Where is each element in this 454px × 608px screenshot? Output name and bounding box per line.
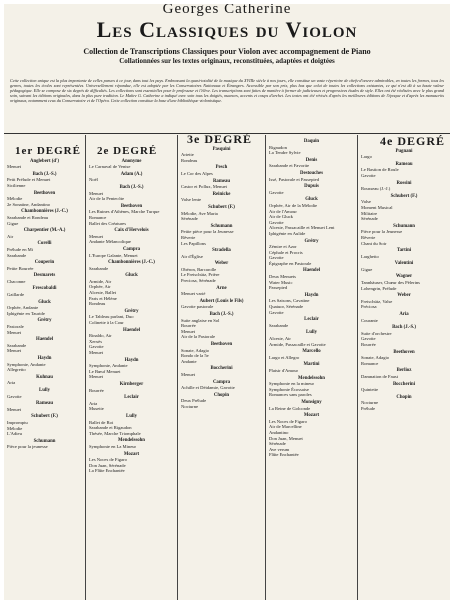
composer-name: Mozart bbox=[123, 451, 140, 457]
catalog-entry: Pastorale bbox=[7, 324, 24, 330]
catalog-entry: Rondeau bbox=[89, 301, 106, 307]
catalog-column bbox=[4, 135, 86, 600]
composer-name: Destouches bbox=[300, 170, 323, 176]
composer-name: Chopin bbox=[396, 394, 412, 400]
catalog-entry: Sérénade bbox=[269, 441, 286, 447]
composer-name: Mendelssohn bbox=[298, 375, 325, 381]
catalog-entry: Le Bastion de Roule bbox=[361, 167, 399, 173]
catalog-entry: Sarabande et Rigaudon bbox=[89, 425, 132, 431]
catalog-entry: Menuet bbox=[89, 350, 104, 355]
catalog-column bbox=[358, 135, 450, 600]
composer-name: Arne bbox=[216, 285, 227, 291]
catalog-entry: Colinette à la Cour bbox=[89, 320, 124, 326]
composer-name: Monsigny bbox=[301, 399, 322, 405]
catalog-page bbox=[4, 4, 450, 600]
composer-name: Rameau bbox=[212, 178, 231, 184]
catalog-entry: Armide, Passacaille et Gavotte bbox=[269, 341, 326, 347]
catalog-entry: Pièce pour la Jeunesse bbox=[361, 229, 403, 235]
catalog-entry: Mélodie, Ave Maria bbox=[181, 210, 218, 216]
catalog-entry: Chaconne bbox=[7, 278, 26, 284]
composer-name: Mozart bbox=[303, 413, 320, 419]
composer-name: Martini bbox=[303, 362, 320, 368]
catalog-entry: Ballet de Roi bbox=[89, 419, 114, 425]
catalog-entry: Alceste, Ballet bbox=[89, 290, 117, 296]
composer-name: Haendel bbox=[35, 337, 54, 343]
catalog-entry: Gavotte pastorale bbox=[181, 304, 214, 310]
composer-name: Schumann bbox=[210, 223, 233, 229]
catalog-entry: Mélodie bbox=[7, 425, 23, 431]
catalog-entry: Menuet bbox=[181, 328, 196, 334]
catalog-entry: Water Music bbox=[269, 279, 293, 285]
catalog-entry: Bourrée bbox=[89, 387, 104, 393]
catalog-entry: Le Carnaval de Venise bbox=[89, 164, 131, 170]
catalog-entry: Gigue bbox=[361, 266, 373, 272]
catalog-entry: Gavotte bbox=[269, 255, 284, 261]
composer-name: Charpentier (M.-A.) bbox=[23, 228, 66, 234]
composer-name: Gluck bbox=[305, 197, 318, 203]
author-name: Georges Catherine bbox=[162, 4, 292, 17]
composer-name: Kuhnau bbox=[36, 374, 53, 380]
catalog-entry: Menuet bbox=[7, 348, 22, 354]
composer-name: Aria bbox=[399, 312, 409, 318]
catalog-entry: Gavotte bbox=[7, 393, 22, 399]
composer-name: Grétry bbox=[124, 308, 139, 314]
catalog-entry: Paris et Hélène bbox=[89, 295, 117, 301]
composer-name: Kirnberger bbox=[119, 381, 144, 387]
composer-name: Pugnani bbox=[395, 148, 413, 154]
catalog-entry: Air de l'Amour bbox=[269, 208, 297, 214]
catalog-entry: L'Europe Galante, Menuet bbox=[89, 252, 138, 258]
catalog-entry: Rondo de la 5e bbox=[181, 353, 209, 359]
composer-name: Lully bbox=[306, 330, 317, 336]
catalog-entry: Menuet varié bbox=[181, 291, 206, 297]
catalog-entry: Menuet bbox=[89, 233, 104, 239]
catalog-entry: Preciosa, Sérénade bbox=[181, 278, 216, 284]
composer-name: Valentini bbox=[394, 261, 414, 267]
composer-name: Haydn bbox=[124, 357, 139, 363]
catalog-entry: Symphonie Écossaise bbox=[269, 386, 309, 392]
composer-name: Caix d'Hervelois bbox=[114, 228, 149, 234]
catalog-entry: Impromptu bbox=[7, 419, 28, 425]
composer-name: Schumann bbox=[33, 438, 56, 444]
catalog-entry: Plaisir d'Amour bbox=[269, 367, 299, 373]
catalog-entry: Iphigénie en Aulide bbox=[269, 230, 306, 236]
catalog-entry: Petite pièce pour la Jeunesse bbox=[181, 229, 234, 235]
collection-subtitle: Collection de Transcriptions Classiques pour Violon avec accompagnement de Piano bbox=[83, 47, 371, 56]
catalog-column bbox=[266, 135, 358, 600]
catalog-entry: Alceste, Passacaille et Menuet Lent bbox=[269, 225, 335, 231]
catalog-entry: Air bbox=[7, 233, 14, 239]
catalog-entry: Menuet bbox=[7, 406, 22, 412]
composer-name: Rameau bbox=[395, 161, 413, 167]
composer-name: Schubert (F.) bbox=[390, 193, 418, 199]
composer-name: Desmarets bbox=[33, 273, 56, 279]
series-title: Les Classiques du Violon bbox=[96, 17, 358, 42]
catalog-entry: Valse bbox=[361, 199, 371, 205]
catalog-entry: Les Ruines d'Athènes, Marche Turque bbox=[89, 209, 160, 215]
catalog-entry: Iphigénie en Tauride bbox=[7, 310, 45, 316]
catalog-entry: Sarabande bbox=[7, 342, 27, 348]
catalog-entry: Les Noces de Figaro bbox=[89, 457, 127, 463]
catalog-entry: Menuet bbox=[89, 190, 104, 196]
catalog-entry: Symphonie en la mineur bbox=[269, 381, 315, 387]
composer-name: Chambonnières (J.-C.) bbox=[108, 260, 155, 266]
catalog-entry: Les Papillons bbox=[181, 240, 206, 246]
catalog-entry: Symphonie, Andante bbox=[89, 363, 128, 369]
catalog-entry: Sérénade bbox=[361, 216, 378, 222]
catalog-entry: Sonate, Adagio bbox=[181, 347, 210, 353]
catalog-entry: Gaillarde bbox=[7, 292, 25, 298]
catalog-entry: Menuet bbox=[7, 329, 22, 335]
catalog-entry: Rinaldo, Air bbox=[89, 333, 112, 339]
catalog-entry: Allegretto bbox=[7, 367, 26, 373]
composer-name: Chambonnières (J.-C.) bbox=[21, 209, 68, 215]
composer-name: Schubert (F.) bbox=[208, 204, 235, 210]
catalog-entry: Zémire et Azor bbox=[269, 244, 297, 250]
composer-name: Frescobaldi bbox=[32, 286, 57, 292]
composer-name: Haydn bbox=[304, 292, 319, 298]
composer-name: Leclair bbox=[304, 317, 319, 323]
catalog-entry: Le Freischütz, Prière bbox=[181, 272, 220, 278]
composer-name: Chopin bbox=[213, 392, 230, 398]
composer-name: Anglebert (d') bbox=[30, 158, 59, 164]
degree-heading: 3e DEGRÉ bbox=[187, 132, 252, 146]
composer-name: Rossini bbox=[396, 180, 412, 186]
catalog-entry: Sarabande bbox=[89, 265, 109, 271]
composer-name: Lully bbox=[39, 387, 50, 393]
catalog-entry: Le Bœuf Menuet bbox=[89, 368, 121, 374]
catalog-entry: Moment Musical bbox=[361, 204, 393, 210]
catalog-entry: Prélude en Mi bbox=[7, 246, 34, 252]
composer-name: Beethoven bbox=[393, 349, 415, 355]
catalog-entry: Prélude bbox=[361, 405, 376, 411]
collection-subtitle-2: Collationnées sur les textes originaux, reconstituées, adaptées et doigtées bbox=[119, 57, 335, 65]
composer-name: Corelli bbox=[37, 241, 52, 247]
catalog-entry: Préciosa bbox=[361, 304, 377, 310]
composer-name: Aubert (Louis le Fils) bbox=[199, 298, 244, 304]
catalog-entry: Militaire bbox=[361, 210, 378, 216]
catalog-entry: Menuet bbox=[7, 164, 22, 170]
catalog-entry: Issé, Pastorale et Passepied bbox=[269, 176, 320, 182]
catalog-entry: 2e Sonatine, Andantino bbox=[7, 201, 50, 207]
catalog-entry: Bourrée bbox=[361, 342, 376, 347]
catalog-entry: Andante Mélancolique bbox=[89, 239, 131, 245]
catalog-entry: Deux Prélude bbox=[181, 398, 207, 404]
catalog-column bbox=[86, 135, 178, 600]
catalog-entry: Andantino bbox=[269, 429, 289, 435]
composer-name: Pesch bbox=[215, 165, 228, 171]
catalog-entry: Le Tableau parlant, Duo bbox=[89, 314, 134, 320]
composer-name: Rameau bbox=[35, 401, 54, 407]
catalog-entry: Sicilienne bbox=[7, 182, 26, 188]
catalog-entry: Gigue bbox=[7, 220, 19, 226]
catalog-entry: Les Noces de Figaro bbox=[269, 418, 307, 424]
composer-name: Weber bbox=[214, 261, 229, 267]
catalog-entry: Gavotte bbox=[361, 336, 376, 342]
catalog-entry: Rigaudon bbox=[269, 144, 287, 150]
catalog-entry: Rousseau (J.-J.) bbox=[361, 186, 391, 192]
composer-name: Haydn bbox=[37, 356, 52, 361]
catalog-entry: Xerxès bbox=[89, 338, 103, 344]
catalog-entry: Romance bbox=[89, 214, 107, 220]
catalog-entry: Air d'Église bbox=[181, 253, 203, 259]
composer-name: Daquin bbox=[303, 139, 320, 144]
composer-name: Gluck bbox=[125, 273, 138, 279]
catalog-entry: Épigraphe en Pastorale bbox=[269, 260, 312, 266]
catalog-column bbox=[178, 132, 266, 600]
catalog-entry: Sarabande bbox=[7, 252, 27, 258]
composer-name: Beethoven bbox=[210, 342, 233, 347]
catalog-entry: Gavotte bbox=[89, 344, 104, 350]
composer-name: Adam (A.) bbox=[120, 171, 143, 177]
catalog-entry: Passepied bbox=[269, 285, 288, 291]
composer-name: Mendelssohn bbox=[118, 438, 145, 444]
composer-name: Weber bbox=[397, 293, 411, 299]
catalog-entry: Air de la Pentecôte bbox=[89, 196, 125, 202]
catalog-entry: Romance bbox=[361, 360, 379, 366]
catalog-entry: Aria bbox=[7, 380, 16, 386]
catalog-entry: Courante bbox=[361, 317, 378, 323]
catalog-entry: Quatuor, Sérénade bbox=[269, 304, 303, 310]
composer-name: Haendel bbox=[122, 327, 141, 333]
catalog-entry: Symphonie, Andante bbox=[7, 361, 46, 367]
composer-name: Berlioz bbox=[396, 368, 412, 374]
composer-name: Dupuis bbox=[304, 184, 319, 190]
degree-heading: 1er DEGRÉ bbox=[15, 145, 81, 157]
catalog-entry: Pièce pour la jeunesse bbox=[7, 444, 48, 450]
composer-name: Anonyme bbox=[121, 158, 142, 164]
catalog-columns bbox=[4, 132, 450, 600]
composer-name: Bach (J.-S.) bbox=[32, 171, 57, 177]
composer-name: Wagner bbox=[395, 274, 413, 280]
catalog-entry: Romances sans paroles bbox=[269, 392, 312, 398]
catalog-entry: Menuet bbox=[89, 374, 104, 380]
composer-name: Stradella bbox=[212, 248, 231, 254]
catalog-entry: Air de Gluck bbox=[269, 214, 293, 220]
catalog-entry: Gavotte bbox=[269, 309, 284, 315]
catalog-entry: Obéron, Barcarolle bbox=[181, 266, 217, 272]
composer-name: Couperin bbox=[34, 260, 55, 266]
catalog-entry: Ballet des Créatures bbox=[89, 220, 126, 226]
catalog-entry: Orphée, Air bbox=[89, 284, 111, 290]
catalog-entry: Noël bbox=[89, 177, 98, 183]
composer-name: Haendel bbox=[302, 268, 321, 274]
catalog-entry: Air de la Pastorale bbox=[181, 334, 216, 340]
catalog-entry: Sonate, Adagio bbox=[361, 355, 390, 361]
composer-name: Grétry bbox=[37, 318, 52, 324]
composer-name: Bach (J.-S.) bbox=[392, 325, 416, 331]
catalog-entry: Valse lente bbox=[181, 197, 202, 203]
composer-name: Grétry bbox=[304, 238, 319, 244]
degree-heading: 4e DEGRÉ bbox=[380, 134, 445, 148]
catalog-entry: Nocturne bbox=[361, 400, 379, 406]
catalog-entry: Andante bbox=[181, 358, 197, 364]
composer-name: Gluck bbox=[38, 299, 51, 305]
catalog-entry: Quintette bbox=[361, 387, 379, 393]
composer-name: Reinicke bbox=[212, 191, 231, 197]
catalog-entry: Lohengrin, Prélude bbox=[361, 285, 397, 291]
catalog-entry: Les Saisons, Cavatine bbox=[269, 298, 310, 304]
catalog-entry: Gavotte bbox=[269, 189, 284, 195]
composer-name: Campra bbox=[212, 379, 231, 385]
catalog-entry: Air de Marcelline bbox=[269, 424, 302, 430]
catalog-entry: La Reine de Golconde bbox=[269, 405, 311, 411]
catalog-entry: Gavotte bbox=[361, 172, 376, 178]
composer-name: Tartini bbox=[396, 248, 412, 254]
catalog-entry: Aria bbox=[89, 400, 98, 406]
composer-name: Leclair bbox=[124, 395, 139, 401]
catalog-entry: Deux Menuets bbox=[269, 274, 296, 280]
catalog-entry: Damnation de Faust bbox=[361, 373, 398, 379]
catalog-entry: Castor et Pollux, Menuet bbox=[181, 184, 227, 190]
catalog-entry: Petit Prélude et Menuet bbox=[7, 177, 51, 183]
catalog-entry: Sérénade bbox=[181, 216, 198, 222]
catalog-entry: Orphée, Andante bbox=[7, 305, 39, 311]
catalog-entry: Gavotte bbox=[269, 219, 284, 225]
catalog-entry: Rêverie bbox=[361, 234, 376, 240]
catalog-entry: Armide, Air bbox=[89, 278, 112, 284]
catalog-entry: Suite anglaise en Sol bbox=[181, 317, 220, 323]
composer-name: Campra bbox=[122, 246, 141, 252]
composer-name: Schubert (F.) bbox=[31, 414, 58, 420]
catalog-entry: Musette bbox=[89, 406, 104, 412]
composer-name: Boccherini bbox=[210, 366, 233, 372]
composer-name: Bach (J.-S.) bbox=[209, 312, 234, 318]
catalog-entry: Largo bbox=[361, 154, 372, 160]
catalog-entry: Largo et Allegro bbox=[269, 354, 300, 360]
composer-name: Beethoven bbox=[120, 203, 143, 209]
catalog-entry: La Flûte Enchantée bbox=[89, 468, 125, 474]
catalog-entry: Ave verum bbox=[269, 446, 290, 452]
composer-name: Lully bbox=[126, 413, 137, 419]
catalog-entry: Don Juan, Menuet bbox=[269, 435, 303, 441]
catalog-entry: Chant du Soir bbox=[361, 240, 387, 246]
catalog-entry: Menuet bbox=[181, 371, 196, 377]
catalog-entry: Céphale et Procris bbox=[269, 249, 303, 255]
catalog-entry: Bourrée bbox=[181, 323, 196, 329]
catalog-entry: Sarabande et Rondeau bbox=[7, 214, 49, 220]
catalog-entry: Ariette bbox=[181, 152, 194, 158]
catalog-entry: Sarabande bbox=[269, 322, 289, 328]
catalog-entry: Suite d'orchestre bbox=[361, 330, 392, 336]
catalog-header bbox=[4, 4, 450, 65]
catalog-entry: Don Juan, Sérénade bbox=[89, 462, 126, 468]
catalog-entry: L'Adieu bbox=[7, 431, 22, 437]
composer-name: Beethoven bbox=[33, 190, 56, 196]
catalog-entry: Tannhäuser, Chœur des Pèlerins bbox=[361, 280, 420, 286]
composer-name: Bach (J.-S.) bbox=[119, 184, 144, 190]
catalog-entry: Flûte Enchantée bbox=[269, 452, 299, 458]
composer-name: Schumann bbox=[393, 223, 415, 229]
degree-heading: 2e DEGRÉ bbox=[97, 145, 158, 157]
catalog-entry: La Tendre Sylvie bbox=[269, 150, 301, 156]
catalog-entry: Alceste, Air bbox=[269, 336, 291, 341]
catalog-entry: Rêverie bbox=[181, 234, 196, 240]
catalog-entry: Rondeau bbox=[181, 157, 198, 163]
composer-name: Pasquini bbox=[212, 146, 231, 152]
catalog-entry: Thésée, Marche Triomphale bbox=[89, 430, 141, 436]
composer-name: Denis bbox=[305, 157, 318, 163]
catalog-entry: Nocturne bbox=[181, 403, 199, 409]
catalog-entry: Petite Bourrée bbox=[7, 265, 34, 271]
intro-paragraph: Cette collection unique est la plus importante de celles parues à ce jour, dans tout les pays. Embrassant la quasi-totalité de la musique du XVIIIe siècle à nos jours, elle constitue un vaste répertoire de chefs-d'oeuvre admirables, en toutes les formes, tous les genres, toutes les écoles sont représentées. Universellement répandue, elle est adoptée par les Conservatoires Nationaux et Étrangers. Accessible par son prix, plus bas que celui de toutes les collections existantes, ce qui n'est dû à sa haute valeur pédagogique. Elle se compose de six degrés de difficultés. Les collections sont essentielles pour le professeur et l'élève. Les transcriptions sont faites de manière à former de judicieuses et progressives études de style. Elles ont été réalisées avec le plus grand soin, suivant les éditions originales, dans la plus pure tradition. Le Maître G. Catherine a indiqué avec soin tous les doigtés, nuances, accents et coups d'archet. Les textes ont été révisés d'après les meilleures éditions de l'époque et d'après les manuscrits originaux, notamment ceux du Conservatoire et de l'Opéra. Cette collection constitue la base d'une bibliothèque violonistique. bbox=[10, 78, 444, 103]
catalog-entry: Achille et Déidamie, Gavotte bbox=[181, 385, 235, 391]
catalog-entry: Le Cor des Alpes bbox=[181, 170, 213, 176]
catalog-entry: Sarabande et Favorite bbox=[269, 163, 310, 169]
catalog-entry: Orphée, Air de la Mélodie bbox=[269, 202, 318, 208]
composer-name: Boccherini bbox=[392, 381, 416, 387]
composer-name: Marcello bbox=[302, 349, 321, 355]
catalog-entry: Freischütz, Valse bbox=[361, 298, 393, 304]
catalog-entry: Larghetto bbox=[361, 253, 379, 259]
catalog-entry: Symphonie en La Mineur bbox=[89, 443, 137, 449]
catalog-entry: Mélodie bbox=[7, 196, 23, 202]
